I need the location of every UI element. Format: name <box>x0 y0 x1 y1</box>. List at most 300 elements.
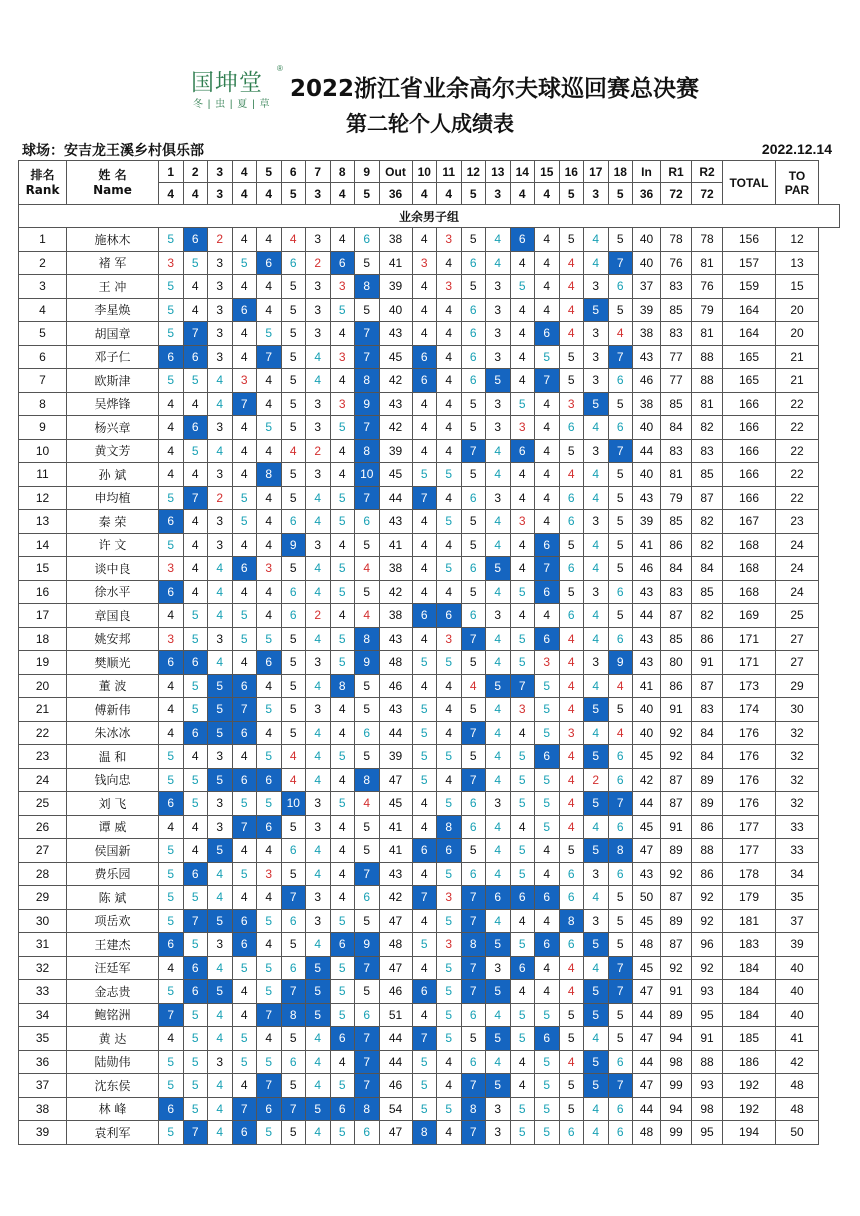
round2-cell: 91 <box>692 1027 723 1051</box>
hole-score-cell: 5 <box>535 674 560 698</box>
hole-score-cell: 4 <box>412 862 437 886</box>
hole-score-cell: 5 <box>159 322 184 346</box>
hole-score-cell: 5 <box>281 862 306 886</box>
hole-score-cell: 4 <box>510 298 535 322</box>
hole-score-cell: 4 <box>306 721 331 745</box>
hole-score-cell: 7 <box>183 909 208 933</box>
hole-score-cell: 5 <box>183 1027 208 1051</box>
hole-score-cell: 4 <box>257 674 282 698</box>
round1-cell: 87 <box>661 768 692 792</box>
rank-cell: 38 <box>19 1097 67 1121</box>
hole-score-cell: 4 <box>306 674 331 698</box>
score-rows <box>19 205 840 1145</box>
hole-score-cell: 7 <box>412 486 437 510</box>
player-name-cell: 陆勋伟 <box>67 1050 159 1074</box>
out-total-cell: 42 <box>379 580 412 604</box>
table-row <box>19 251 840 275</box>
hole-score-cell: 3 <box>159 627 184 651</box>
hole-score-cell: 4 <box>330 439 355 463</box>
hole-score-cell: 5 <box>486 557 511 581</box>
in-total-cell: 39 <box>633 510 661 534</box>
round1-cell: 98 <box>661 1050 692 1074</box>
hole-score-cell: 4 <box>559 768 584 792</box>
hole-score-cell: 3 <box>486 604 511 628</box>
hole-score-cell: 4 <box>412 815 437 839</box>
hole-score-cell: 6 <box>257 651 282 675</box>
hole-score-cell: 6 <box>412 980 437 1004</box>
table-row <box>19 580 840 604</box>
hole-score-cell: 4 <box>306 345 331 369</box>
in-total-cell: 47 <box>633 839 661 863</box>
hole-score-cell: 4 <box>412 956 437 980</box>
table-row <box>19 721 840 745</box>
round1-cell: 89 <box>661 1003 692 1027</box>
hole-score-cell: 4 <box>559 251 584 275</box>
hole-score-cell: 3 <box>412 251 437 275</box>
hole-score-cell: 5 <box>437 557 462 581</box>
hole-score-cell: 3 <box>208 322 233 346</box>
to-par-cell: 32 <box>776 792 819 816</box>
hole-score-cell: 5 <box>330 980 355 1004</box>
hole-score-cell: 4 <box>232 275 257 299</box>
hole-score-cell: 4 <box>257 392 282 416</box>
hole-score-cell: 5 <box>412 463 437 487</box>
round2-cell: 82 <box>692 604 723 628</box>
hole-score-cell: 6 <box>232 933 257 957</box>
hole-score-cell: 5 <box>355 674 380 698</box>
hole-score-cell: 4 <box>535 275 560 299</box>
hole-score-cell: 3 <box>437 886 462 910</box>
hole-score-cell: 4 <box>306 557 331 581</box>
hole-score-cell: 5 <box>208 768 233 792</box>
hole-score-cell: 7 <box>257 1074 282 1098</box>
out-total-cell: 45 <box>379 345 412 369</box>
hole-score-cell: 4 <box>437 345 462 369</box>
name-header <box>67 161 159 205</box>
round1-cell: 89 <box>661 909 692 933</box>
hole-score-cell: 4 <box>510 251 535 275</box>
total-cell: 167 <box>723 510 776 534</box>
total-cell: 171 <box>723 627 776 651</box>
hole-score-cell: 5 <box>412 768 437 792</box>
hole-score-cell: 4 <box>486 533 511 557</box>
hole-score-cell: 6 <box>355 1003 380 1027</box>
hole-score-cell: 4 <box>232 580 257 604</box>
hole-score-cell: 5 <box>183 768 208 792</box>
hole-score-cell: 4 <box>208 886 233 910</box>
round2-cell: 86 <box>692 815 723 839</box>
hole-score-cell: 6 <box>355 721 380 745</box>
hole-score-cell: 5 <box>208 674 233 698</box>
hole-score-cell: 4 <box>559 792 584 816</box>
to-par-cell: 24 <box>776 533 819 557</box>
hole-score-cell: 5 <box>437 1097 462 1121</box>
hole-score-cell: 5 <box>584 1050 609 1074</box>
hole-score-cell: 6 <box>257 768 282 792</box>
hole-score-cell: 7 <box>608 792 633 816</box>
hole-score-cell: 4 <box>355 792 380 816</box>
hole-score-cell: 5 <box>232 604 257 628</box>
hole-score-cell: 3 <box>535 651 560 675</box>
hole-score-cell: 3 <box>437 228 462 252</box>
hole-score-cell: 4 <box>486 768 511 792</box>
hole-score-cell: 6 <box>281 1050 306 1074</box>
hole-score-cell: 7 <box>232 392 257 416</box>
out-total-cell: 43 <box>379 698 412 722</box>
hole-header: 1 <box>159 161 184 183</box>
in-total-cell: 48 <box>633 1121 661 1145</box>
hole-score-cell: 3 <box>306 886 331 910</box>
hole-score-cell: 8 <box>355 369 380 393</box>
hole-score-cell: 4 <box>306 839 331 863</box>
round2-cell: 87 <box>692 486 723 510</box>
total-cell: 194 <box>723 1121 776 1145</box>
out-total-cell: 46 <box>379 980 412 1004</box>
hole-score-cell: 7 <box>535 557 560 581</box>
hole-score-cell: 3 <box>486 956 511 980</box>
hole-score-cell: 5 <box>281 1074 306 1098</box>
hole-score-cell: 5 <box>437 980 462 1004</box>
hole-score-cell: 5 <box>232 510 257 534</box>
player-name-cell: 王 冲 <box>67 275 159 299</box>
hole-score-cell: 5 <box>461 1027 486 1051</box>
round1-cell: 84 <box>661 416 692 440</box>
hole-score-cell: 4 <box>257 533 282 557</box>
hole-score-cell: 4 <box>437 486 462 510</box>
hole-score-cell: 5 <box>535 698 560 722</box>
round2-cell: 82 <box>692 416 723 440</box>
hole-score-cell: 7 <box>232 815 257 839</box>
hole-score-cell: 6 <box>608 768 633 792</box>
hole-score-cell: 5 <box>159 745 184 769</box>
hole-score-cell: 4 <box>437 1121 462 1145</box>
hole-score-cell: 4 <box>257 721 282 745</box>
hole-score-cell: 6 <box>510 228 535 252</box>
in-total-cell: 41 <box>633 533 661 557</box>
round2-cell: 81 <box>692 392 723 416</box>
hole-score-cell: 4 <box>535 486 560 510</box>
to-par-cell: 22 <box>776 392 819 416</box>
par-value: 4 <box>412 183 437 205</box>
hole-score-cell: 8 <box>461 933 486 957</box>
hole-score-cell: 4 <box>584 627 609 651</box>
out-total-cell: 38 <box>379 604 412 628</box>
round1-cell: 86 <box>661 674 692 698</box>
hole-score-cell: 4 <box>257 1027 282 1051</box>
par-value: 4 <box>257 183 282 205</box>
hole-header: 4 <box>232 161 257 183</box>
hole-score-cell: 6 <box>159 345 184 369</box>
hole-score-cell: 4 <box>559 698 584 722</box>
hole-score-cell: 3 <box>208 510 233 534</box>
hole-score-cell: 5 <box>281 275 306 299</box>
hole-score-cell: 3 <box>306 228 331 252</box>
hole-score-cell: 7 <box>355 1074 380 1098</box>
hole-score-cell: 5 <box>159 909 184 933</box>
round1-cell: 81 <box>661 463 692 487</box>
hole-score-cell: 4 <box>486 627 511 651</box>
hole-score-cell: 3 <box>330 275 355 299</box>
hole-score-cell: 5 <box>306 1097 331 1121</box>
total-cell: 176 <box>723 768 776 792</box>
hole-score-cell: 7 <box>281 980 306 1004</box>
hole-score-cell: 9 <box>355 651 380 675</box>
hole-header: 15 <box>535 161 560 183</box>
hole-score-cell: 4 <box>306 1027 331 1051</box>
hole-score-cell: 5 <box>608 557 633 581</box>
hole-score-cell: 3 <box>306 392 331 416</box>
out-total-cell: 47 <box>379 956 412 980</box>
hole-score-cell: 5 <box>355 698 380 722</box>
hole-score-cell: 5 <box>281 674 306 698</box>
hole-header: 8 <box>330 161 355 183</box>
hole-score-cell: 6 <box>412 604 437 628</box>
round1-cell: 92 <box>661 956 692 980</box>
table-row <box>19 557 840 581</box>
hole-score-cell: 4 <box>584 251 609 275</box>
hole-score-cell: 4 <box>437 533 462 557</box>
total-cell: 156 <box>723 228 776 252</box>
hole-score-cell: 5 <box>461 839 486 863</box>
hole-score-cell: 5 <box>159 275 184 299</box>
hole-score-cell: 4 <box>608 674 633 698</box>
hole-score-cell: 5 <box>584 839 609 863</box>
round1-cell: 83 <box>661 439 692 463</box>
hole-score-cell: 5 <box>437 1027 462 1051</box>
to-par-cell: 22 <box>776 486 819 510</box>
hole-score-cell: 6 <box>330 251 355 275</box>
hole-score-cell: 6 <box>281 580 306 604</box>
player-name-cell: 袁利军 <box>67 1121 159 1145</box>
in-total-cell: 47 <box>633 980 661 1004</box>
to-par-cell: 33 <box>776 839 819 863</box>
hole-score-cell: 4 <box>232 839 257 863</box>
hole-score-cell: 4 <box>306 486 331 510</box>
table-row <box>19 1050 840 1074</box>
to-par-cell: 27 <box>776 651 819 675</box>
rank-cell: 16 <box>19 580 67 604</box>
hole-score-cell: 4 <box>281 745 306 769</box>
hole-score-cell: 4 <box>535 839 560 863</box>
total-cell: 183 <box>723 933 776 957</box>
hole-score-cell: 5 <box>183 1074 208 1098</box>
round1-cell: 89 <box>661 839 692 863</box>
hole-score-cell: 4 <box>412 439 437 463</box>
hole-score-cell: 5 <box>510 627 535 651</box>
rank-cell: 3 <box>19 275 67 299</box>
hole-score-cell: 4 <box>535 298 560 322</box>
in-total-cell: 44 <box>633 1050 661 1074</box>
out-total-cell: 42 <box>379 416 412 440</box>
out-total-cell: 39 <box>379 439 412 463</box>
hole-score-cell: 4 <box>437 439 462 463</box>
hole-score-cell: 4 <box>330 1050 355 1074</box>
hole-score-cell: 5 <box>355 815 380 839</box>
round1-cell: 94 <box>661 1027 692 1051</box>
hole-score-cell: 5 <box>281 463 306 487</box>
rank-cell: 37 <box>19 1074 67 1098</box>
total-cell: 176 <box>723 721 776 745</box>
round1-cell: 83 <box>661 580 692 604</box>
hole-score-cell: 4 <box>510 1050 535 1074</box>
out-total-cell: 38 <box>379 228 412 252</box>
hole-score-cell: 4 <box>584 416 609 440</box>
par-value: 3 <box>486 183 511 205</box>
hole-score-cell: 5 <box>257 1050 282 1074</box>
par-value: 5 <box>281 183 306 205</box>
hole-score-cell: 3 <box>584 345 609 369</box>
hole-score-cell: 4 <box>232 980 257 1004</box>
hole-score-cell: 3 <box>437 933 462 957</box>
hole-score-cell: 5 <box>559 1074 584 1098</box>
par-in: 36 <box>633 183 661 205</box>
hole-score-cell: 7 <box>355 862 380 886</box>
round1-cell: 99 <box>661 1121 692 1145</box>
player-name-cell: 章国良 <box>67 604 159 628</box>
hole-score-cell: 5 <box>281 1027 306 1051</box>
hole-score-cell: 6 <box>281 909 306 933</box>
hole-score-cell: 4 <box>584 486 609 510</box>
hole-score-cell: 8 <box>355 627 380 651</box>
hole-score-cell: 6 <box>559 416 584 440</box>
round2-cell: 79 <box>692 298 723 322</box>
out-total-cell: 43 <box>379 627 412 651</box>
hole-score-cell: 5 <box>281 369 306 393</box>
round1-cell: 85 <box>661 510 692 534</box>
hole-score-cell: 6 <box>535 322 560 346</box>
hole-score-cell: 5 <box>559 533 584 557</box>
hole-score-cell: 4 <box>208 1003 233 1027</box>
hole-score-cell: 5 <box>437 463 462 487</box>
hole-score-cell: 4 <box>559 1050 584 1074</box>
hole-score-cell: 4 <box>559 298 584 322</box>
hole-score-cell: 4 <box>208 956 233 980</box>
player-name-cell: 侯国新 <box>67 839 159 863</box>
hole-score-cell: 6 <box>412 839 437 863</box>
player-name-cell: 陈 斌 <box>67 886 159 910</box>
par-out: 36 <box>379 183 412 205</box>
hole-score-cell: 5 <box>412 1050 437 1074</box>
hole-score-cell: 2 <box>306 439 331 463</box>
hole-score-cell: 4 <box>159 392 184 416</box>
page-title: 2022浙江省业余高尔夫球巡回赛总决赛 <box>290 76 700 102</box>
hole-score-cell: 5 <box>461 275 486 299</box>
hole-score-cell: 5 <box>437 862 462 886</box>
hole-score-cell: 4 <box>330 698 355 722</box>
hole-score-cell: 5 <box>608 533 633 557</box>
hole-score-cell: 4 <box>232 228 257 252</box>
hole-score-cell: 6 <box>535 933 560 957</box>
in-total-cell: 46 <box>633 557 661 581</box>
table-row <box>19 322 840 346</box>
par-value: 5 <box>461 183 486 205</box>
hole-score-cell: 6 <box>510 956 535 980</box>
hole-score-cell: 5 <box>330 909 355 933</box>
hole-score-cell: 4 <box>330 228 355 252</box>
round2-cell: 95 <box>692 1121 723 1145</box>
hole-score-cell: 7 <box>412 886 437 910</box>
in-total-cell: 40 <box>633 698 661 722</box>
hole-score-cell: 4 <box>159 698 184 722</box>
hole-score-cell: 5 <box>281 815 306 839</box>
hole-score-cell: 4 <box>559 322 584 346</box>
hole-score-cell: 6 <box>232 674 257 698</box>
hole-score-cell: 4 <box>510 486 535 510</box>
in-total-cell: 44 <box>633 439 661 463</box>
hole-score-cell: 7 <box>183 322 208 346</box>
to-par-cell: 32 <box>776 745 819 769</box>
hole-score-cell: 3 <box>584 909 609 933</box>
out-total-cell: 43 <box>379 510 412 534</box>
total-cell: 164 <box>723 322 776 346</box>
hole-header: 12 <box>461 161 486 183</box>
total-cell: 177 <box>723 815 776 839</box>
hole-score-cell: 6 <box>183 228 208 252</box>
hole-score-cell: 4 <box>510 369 535 393</box>
hole-score-cell: 7 <box>257 345 282 369</box>
hole-score-cell: 4 <box>437 1050 462 1074</box>
out-total-cell: 44 <box>379 486 412 510</box>
hole-score-cell: 6 <box>437 839 462 863</box>
hole-score-cell: 5 <box>183 1097 208 1121</box>
round1-cell: 92 <box>661 721 692 745</box>
hole-score-cell: 3 <box>208 815 233 839</box>
hole-score-cell: 4 <box>330 839 355 863</box>
hole-score-cell: 5 <box>584 1003 609 1027</box>
hole-score-cell: 7 <box>608 1074 633 1098</box>
hole-score-cell: 4 <box>183 510 208 534</box>
hole-score-cell: 6 <box>232 721 257 745</box>
hole-score-cell: 7 <box>281 886 306 910</box>
hole-score-cell: 3 <box>208 533 233 557</box>
hole-score-cell: 5 <box>330 1003 355 1027</box>
player-name-cell: 刘 飞 <box>67 792 159 816</box>
hole-score-cell: 5 <box>486 369 511 393</box>
in-total-cell: 40 <box>633 416 661 440</box>
hole-score-cell: 5 <box>330 510 355 534</box>
hole-score-cell: 6 <box>330 1027 355 1051</box>
hole-score-cell: 4 <box>330 463 355 487</box>
hole-score-cell: 4 <box>437 721 462 745</box>
hole-score-cell: 6 <box>461 557 486 581</box>
round1-cell: 91 <box>661 815 692 839</box>
hole-score-cell: 5 <box>183 933 208 957</box>
hole-score-cell: 7 <box>461 627 486 651</box>
hole-score-cell: 4 <box>330 768 355 792</box>
hole-score-cell: 5 <box>486 933 511 957</box>
hole-score-cell: 5 <box>510 862 535 886</box>
hole-score-cell: 5 <box>281 627 306 651</box>
hole-score-cell: 5 <box>355 298 380 322</box>
hole-score-cell: 5 <box>608 933 633 957</box>
hole-score-cell: 4 <box>257 886 282 910</box>
out-total-cell: 47 <box>379 1121 412 1145</box>
par-value: 3 <box>208 183 233 205</box>
total-cell: 184 <box>723 980 776 1004</box>
total-cell: 159 <box>723 275 776 299</box>
round2-cell: 95 <box>692 1003 723 1027</box>
hole-score-cell: 3 <box>208 463 233 487</box>
out-total-cell: 51 <box>379 1003 412 1027</box>
rank-cell: 12 <box>19 486 67 510</box>
total-cell: 168 <box>723 557 776 581</box>
to-par-cell: 34 <box>776 862 819 886</box>
round2-cell: 88 <box>692 345 723 369</box>
hole-score-cell: 4 <box>208 1074 233 1098</box>
hole-score-cell: 5 <box>608 909 633 933</box>
hole-score-cell: 5 <box>355 980 380 1004</box>
round2-cell: 88 <box>692 1050 723 1074</box>
